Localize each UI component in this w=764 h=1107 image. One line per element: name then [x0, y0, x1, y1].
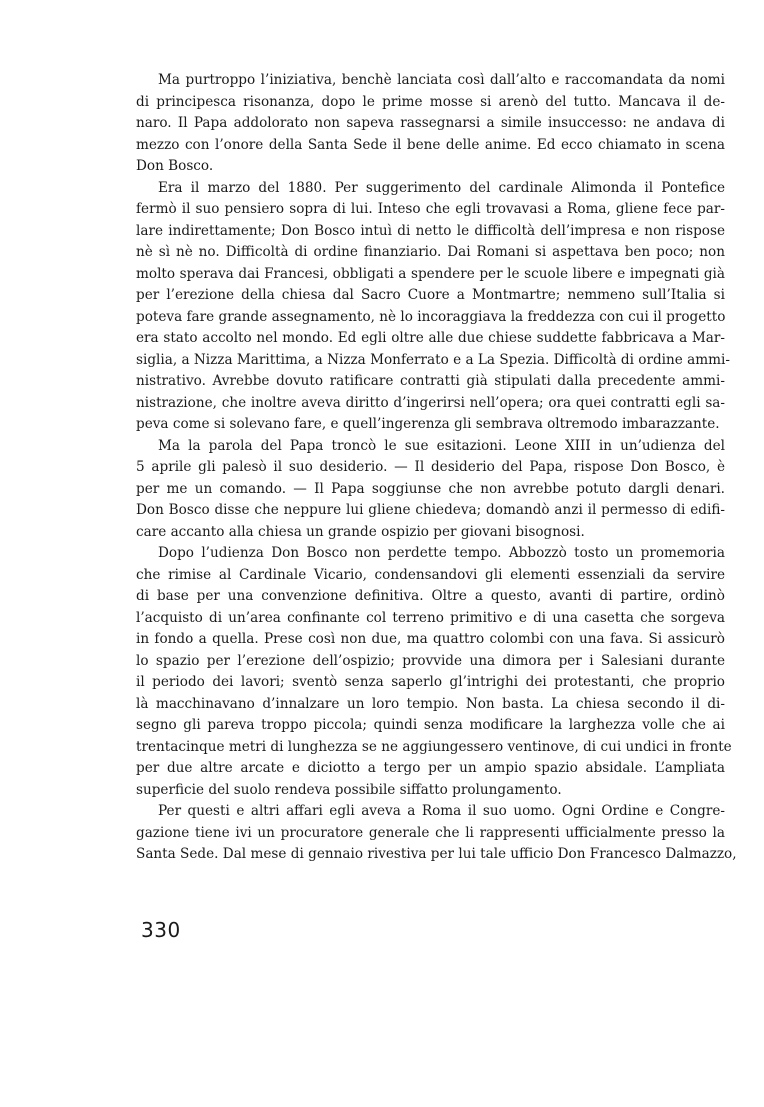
- paragraph-3: [136, 436, 725, 544]
- text-line: per l’erezione della chiesa dal Sacro Cuore a Montmartre; nemmeno sull’Italia si: [136, 287, 725, 303]
- text-line: 5 aprile gli palesò il suo desiderio. — Il desiderio del Papa, rispose Don Bosco, è: [136, 459, 725, 475]
- text-line: molto sperava dai Francesi, obbligati a spendere per le scuole libere e impegnati già: [136, 265, 725, 282]
- text-line: in fondo a quella. Prese così non due, ma quattro colombi con una fava. Si assicurò: [136, 631, 725, 647]
- text-line: siglia, a Nizza Marittima, a Nizza Monferrato e a La Spezia. Difficoltà di ordine ammi-: [136, 351, 730, 368]
- text-line: nistrativo. Avrebbe dovuto ratificare contratti già stipulati dalla precedente ammi-: [136, 373, 725, 389]
- paragraph-2: [136, 178, 730, 436]
- page-number: 330: [141, 918, 181, 942]
- text-line: lo spazio per l’erezione dell’ospizio; provvide una dimora per i Salesiani durante: [136, 652, 725, 669]
- text-line: naro. Il Papa addolorato non sapeva rassegnarsi a simile insuccesso: ne andava di: [136, 115, 725, 131]
- text-line: di base per una convenzione definitiva. Oltre a questo, avanti di partire, ordinò: [136, 588, 725, 604]
- page-body: [136, 70, 737, 866]
- text-line: peva come si solevano fare, e quell’ingerenza gli sembrava oltremodo imbarazzante.: [136, 416, 720, 432]
- text-line: superficie del suolo rendeva possibile siffatto prolungamento.: [136, 781, 562, 798]
- text-line: nistrazione, che inoltre aveva diritto d’ingerirsi nell’opera; ora quei contratti egli sa-: [136, 394, 725, 411]
- text-line: fermò il suo pensiero sopra di lui. Inteso che egli trovavasi a Roma, gliene fece par-: [136, 201, 725, 217]
- text-line: l’acquisto di un’area confinante col terreno primitivo e di una casetta che sorgeva: [136, 609, 725, 626]
- text-line: per due altre arcate e diciotto a tergo per un ampio spazio absidale. L’ampliata: [136, 760, 725, 776]
- text-line: Don Bosco disse che neppure lui gliene chiedeva; domandò anzi il permesso di edifi-: [136, 502, 725, 518]
- text-line: Dopo l’udienza Don Bosco non perdette tempo. Abbozzò tosto un promemoria: [158, 545, 725, 561]
- text-line: poteva fare grande assegnamento, nè lo incoraggiava la freddezza con cui il progetto: [136, 308, 726, 325]
- text-line: Santa Sede. Dal mese di gennaio rivestiva per lui tale ufficio Don Francesco Dalmazzo,: [136, 846, 737, 862]
- text-line: Ma la parola del Papa troncò le sue esitazioni. Leone XIII in un’udienza del: [158, 437, 725, 454]
- text-line: gazione tiene ivi un procuratore generale che li rappresenti ufficialmente presso la: [136, 824, 725, 841]
- text-line: Era il marzo del 1880. Per suggerimento del cardinale Alimonda il Pontefice: [158, 179, 725, 196]
- text-line: care accanto alla chiesa un grande ospizio per giovani bisognosi.: [136, 523, 585, 540]
- text-line: lare indirettamente; Don Bosco intuì di netto le difficoltà dell’impresa e non rispose: [136, 222, 725, 239]
- text-line: nè sì nè no. Difficoltà di ordine finanziario. Dai Romani si aspettava ben poco; non: [136, 244, 725, 260]
- text-line: era stato accolto nel mondo. Ed egli oltre alle due chiese suddette fabbricava a Mar-: [136, 330, 725, 346]
- text-line: Ma purtroppo l’iniziativa, benchè lanciata così dall’alto e raccomandata da nomi: [158, 72, 725, 88]
- text-line: Per questi e altri affari egli aveva a Roma il suo uomo. Ogni Ordine e Congre-: [158, 803, 725, 819]
- text-line: là macchinavano d’innalzare un loro tempio. Non basta. La chiesa secondo il di-: [136, 695, 725, 712]
- paragraph-4: [136, 543, 732, 801]
- text-line: che rimise al Cardinale Vicario, condensandovi gli elementi essenziali da servire: [136, 566, 725, 583]
- paragraph-1: [136, 70, 725, 178]
- text-line: per me un comando. — Il Papa soggiunse che non avrebbe potuto dargli denari.: [136, 480, 725, 497]
- text-line: segno gli pareva troppo piccola; quindi senza modificare la larghezza volle che ai: [136, 717, 725, 733]
- paragraph-5: [136, 801, 737, 866]
- text-line: di principesca risonanza, dopo le prime mosse si arenò del tutto. Mancava il de-: [136, 93, 725, 110]
- text-line: mezzo con l’onore della Santa Sede il bene delle anime. Ed ecco chiamato in scena: [136, 136, 725, 153]
- text-line: trentacinque metri di lunghezza se ne aggiungessero ventinove, di cui undici in fronte: [136, 738, 732, 755]
- text-line: il periodo dei lavori; sventò senza saperlo gl’intrighi dei protestanti, che proprio: [136, 674, 725, 690]
- text-line: Don Bosco.: [136, 158, 214, 174]
